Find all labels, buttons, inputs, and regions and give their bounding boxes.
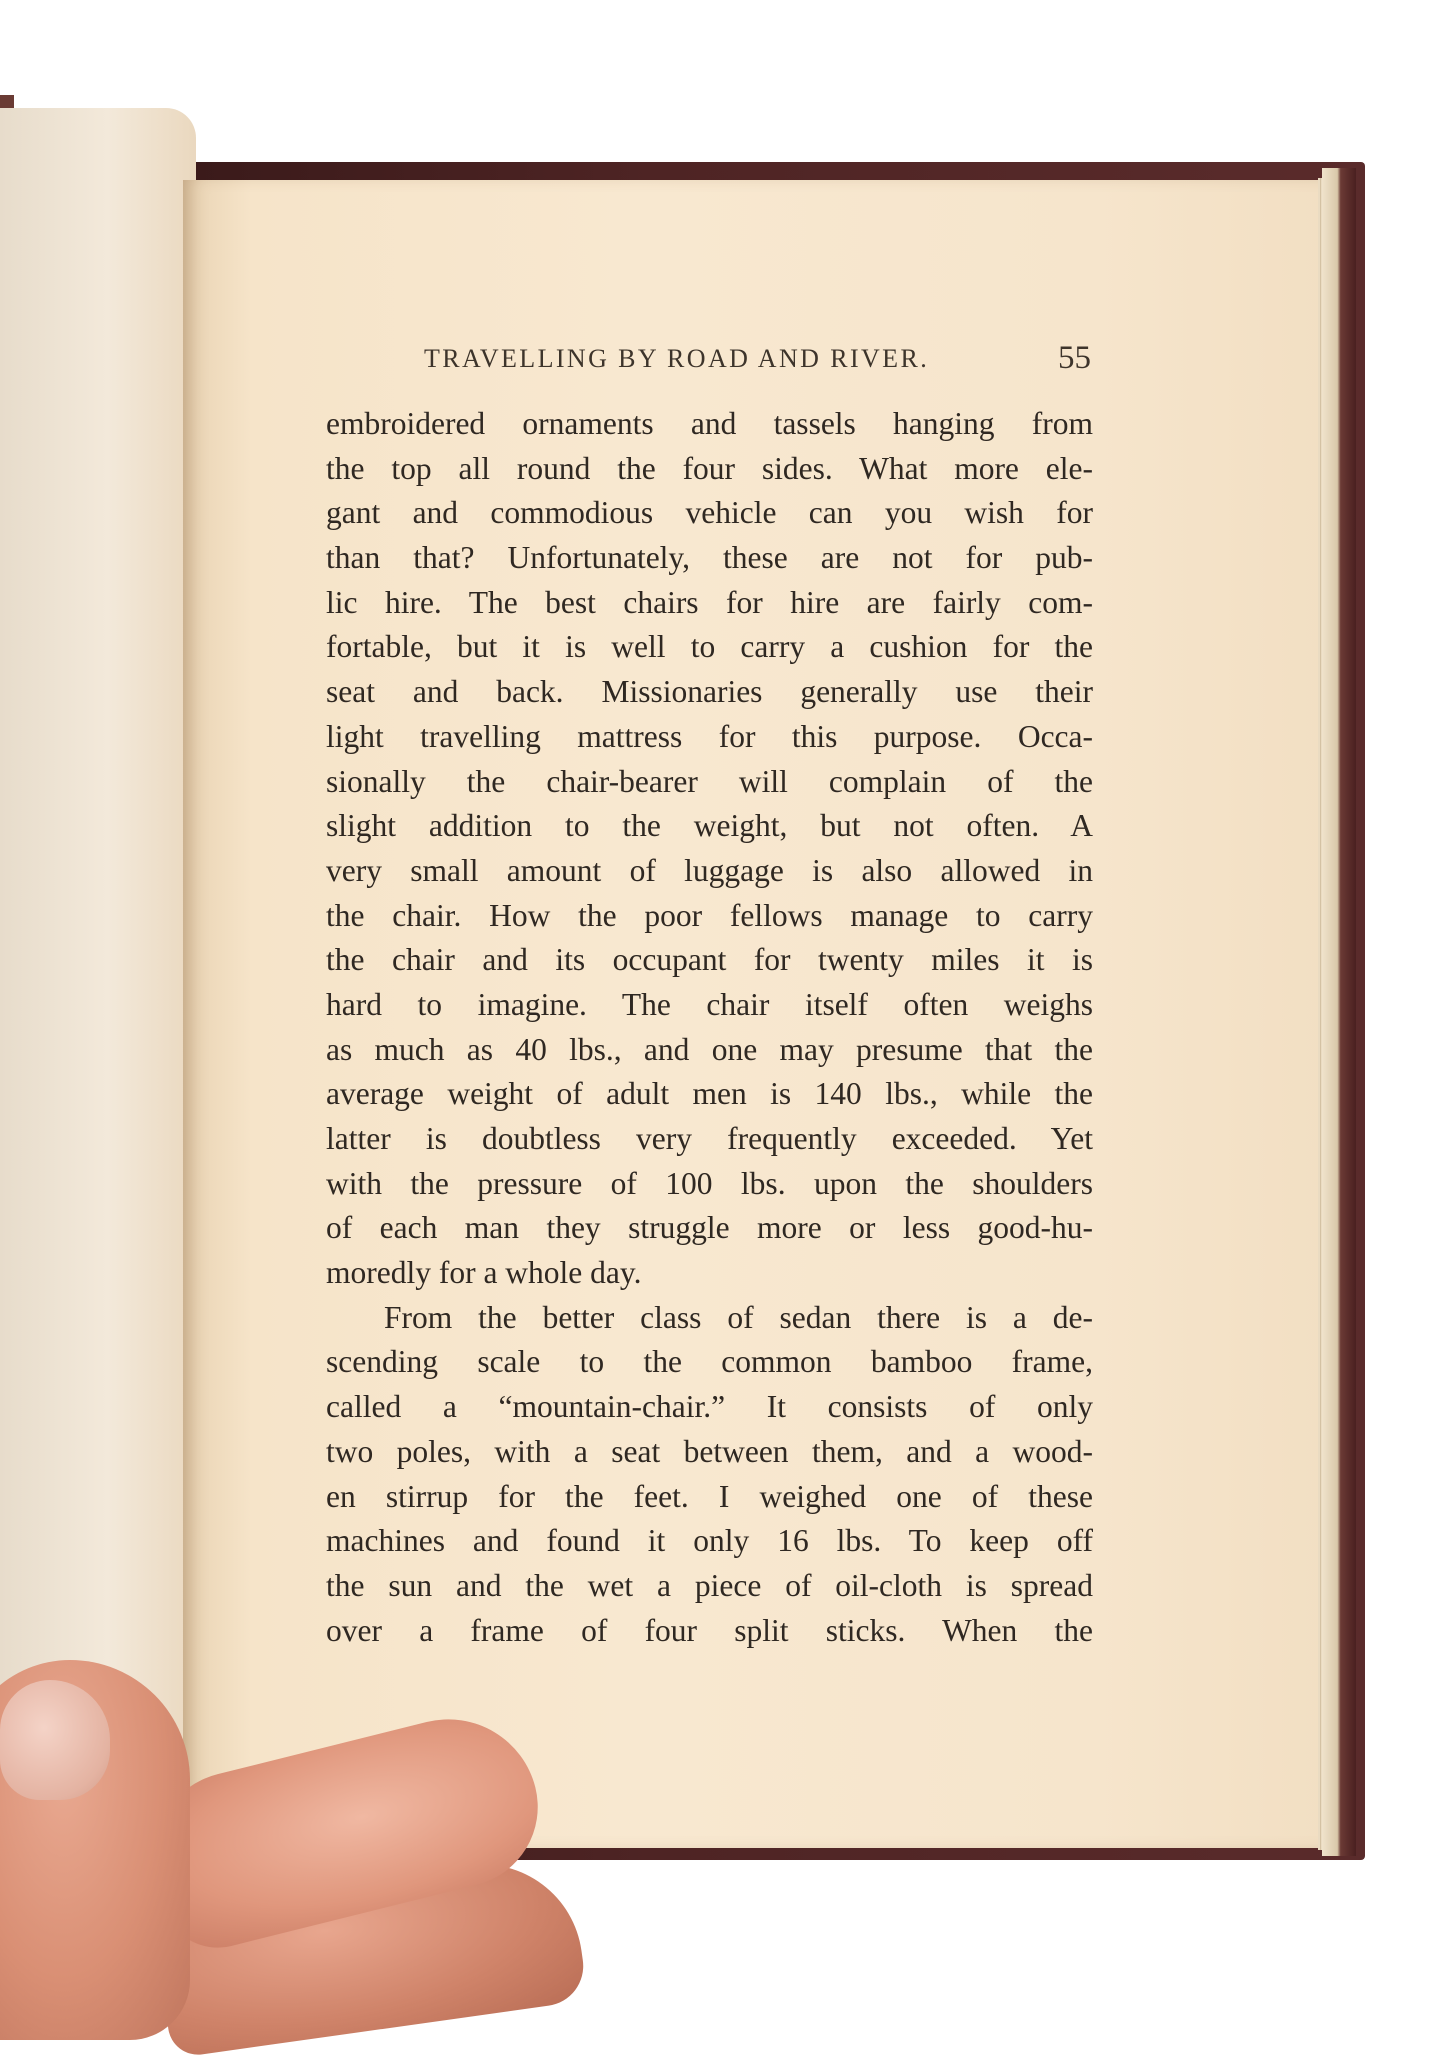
body-text <box>326 402 1093 1653</box>
text-line: sionally the chair-bearer will complain of the <box>326 763 1093 799</box>
text-line: very small amount of luggage is also allowed in <box>326 852 1093 888</box>
running-head: TRAVELLING BY ROAD AND RIVER. <box>424 344 930 373</box>
text-line: en stirrup for the feet. I weighed one of these <box>326 1478 1093 1514</box>
text-line: the sun and the wet a piece of oil-cloth is spread <box>326 1567 1093 1603</box>
text-line: scending scale to the common bamboo frame, <box>326 1344 1093 1380</box>
text-line-paragraph-start: From the better class of sedan there is a de- <box>384 1299 1093 1335</box>
text-line: the chair. How the poor fellows manage to carry <box>326 897 1093 933</box>
text-line: gant and commodious vehicle can you wish for <box>326 495 1093 531</box>
text-line: lic hire. The best chairs for hire are fairly com- <box>326 584 1093 620</box>
text-line-paragraph-end: moredly for a whole day. <box>326 1255 642 1291</box>
text-line: average weight of adult men is 140 lbs., while the <box>326 1076 1093 1112</box>
thumbnail <box>0 1680 110 1800</box>
text-line: the chair and its occupant for twenty miles it is <box>326 942 1093 978</box>
text-line: seat and back. Missionaries generally use their <box>326 674 1093 710</box>
text-line: called a “mountain-chair.” It consists of only <box>326 1389 1093 1425</box>
text-line: with the pressure of 100 lbs. upon the shoulders <box>326 1165 1093 1201</box>
text-line: latter is doubtless very frequently exceeded. Yet <box>326 1121 1093 1156</box>
text-line: than that? Unfortunately, these are not for pub- <box>326 540 1093 576</box>
text-line: fortable, but it is well to carry a cushion for the <box>326 629 1093 665</box>
text-line: hard to imagine. The chair itself often weighs <box>326 986 1093 1022</box>
text-line: the top all round the four sides. What more ele- <box>326 450 1093 486</box>
text-line: slight addition to the weight, but not often. A <box>326 808 1093 844</box>
text-line: embroidered ornaments and tassels hanging from <box>326 406 1093 441</box>
text-line: two poles, with a seat between them, and a wood- <box>326 1433 1093 1469</box>
text-line: of each man they struggle more or less good-hu- <box>326 1210 1093 1246</box>
page-number: 55 <box>1058 340 1091 376</box>
book-spine-edge <box>1322 168 1356 1856</box>
left-page <box>0 108 196 1903</box>
text-line: over a frame of four split sticks. When the <box>326 1612 1093 1648</box>
text-line: machines and found it only 16 lbs. To keep off <box>326 1523 1093 1559</box>
text-line: light travelling mattress for this purpose. Occa- <box>326 718 1093 754</box>
text-line: as much as 40 lbs., and one may presume that the <box>326 1031 1093 1067</box>
